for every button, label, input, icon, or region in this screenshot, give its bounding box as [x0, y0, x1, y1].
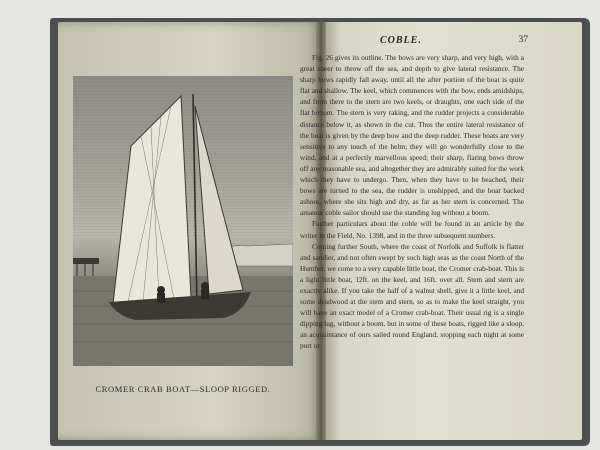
body-text — [300, 52, 524, 352]
page-number: 37 — [518, 35, 528, 45]
paragraph: Fig. 26 gives its outline. The bows are very sharp, and very high, with a great sheer to throw off the sea, and depth to give lateral resistance. The sharp bows rapidly fall away, until all the after portion of the boat is quite flat and shallow. The keel, which commences with the bow, ends amidships, and from there to the stern are two keels, or draughts, one each side of the flat bottom. The stern is very raking, and the rudder projects a considerable distance below it, as shown in the cut. Thus the entire lateral resistance of the boat is given by the deep bow and the deep rudder. These boats are very sensitive to any touch of the helm; they will go wonderfully close to the wind, and at a perfectly marvellous speed; their sharp, flaring bows throw off any reasonable sea, and altogether they are admirably suited for the work which they have to undergo. Then, when they have to be beached, their bows are turned to the sea, the rudder is unshipped, and the boat backed ashore, where she sits high and dry, as far as her stern is concerned. The amateur coble sailor should use the standing lug without a boom. — [300, 53, 524, 218]
running-head — [300, 35, 532, 49]
paragraph: Further particulars about the coble will be found in an article by the writer in the Field, No. 1398, and in the three subsequent numbers. — [300, 219, 524, 240]
illustration-caption: CROMER CRAB BOAT—SLOOP RIGGED. — [95, 384, 271, 394]
sailboat-engraving — [73, 76, 293, 366]
chapter-title: COBLE. — [380, 35, 422, 46]
engraving-illustration — [73, 76, 293, 366]
paragraph: Coming further South, where the coast of Norfolk and Suffolk is flatter and sandier, and not often swept by such high seas as the coast North of the Humber, we come to a very capable little boat, the Cromer crab-boat. This is a light little boat, 12ft. on the keel, and 16ft. over all. Stem and stern are exactly alike. If you take the half of a walnut shell, give it a little keel, and some deadwood at the stem and stern, so as to make the keel straight, you will have an exact model of a Cromer crab-boat. Their usual rig is a single dipping lug, without a boom, but in some of these boats, rigged like a sloop, an acquaintance of ours sailed round England, stopping each night at some port or — [300, 241, 524, 351]
